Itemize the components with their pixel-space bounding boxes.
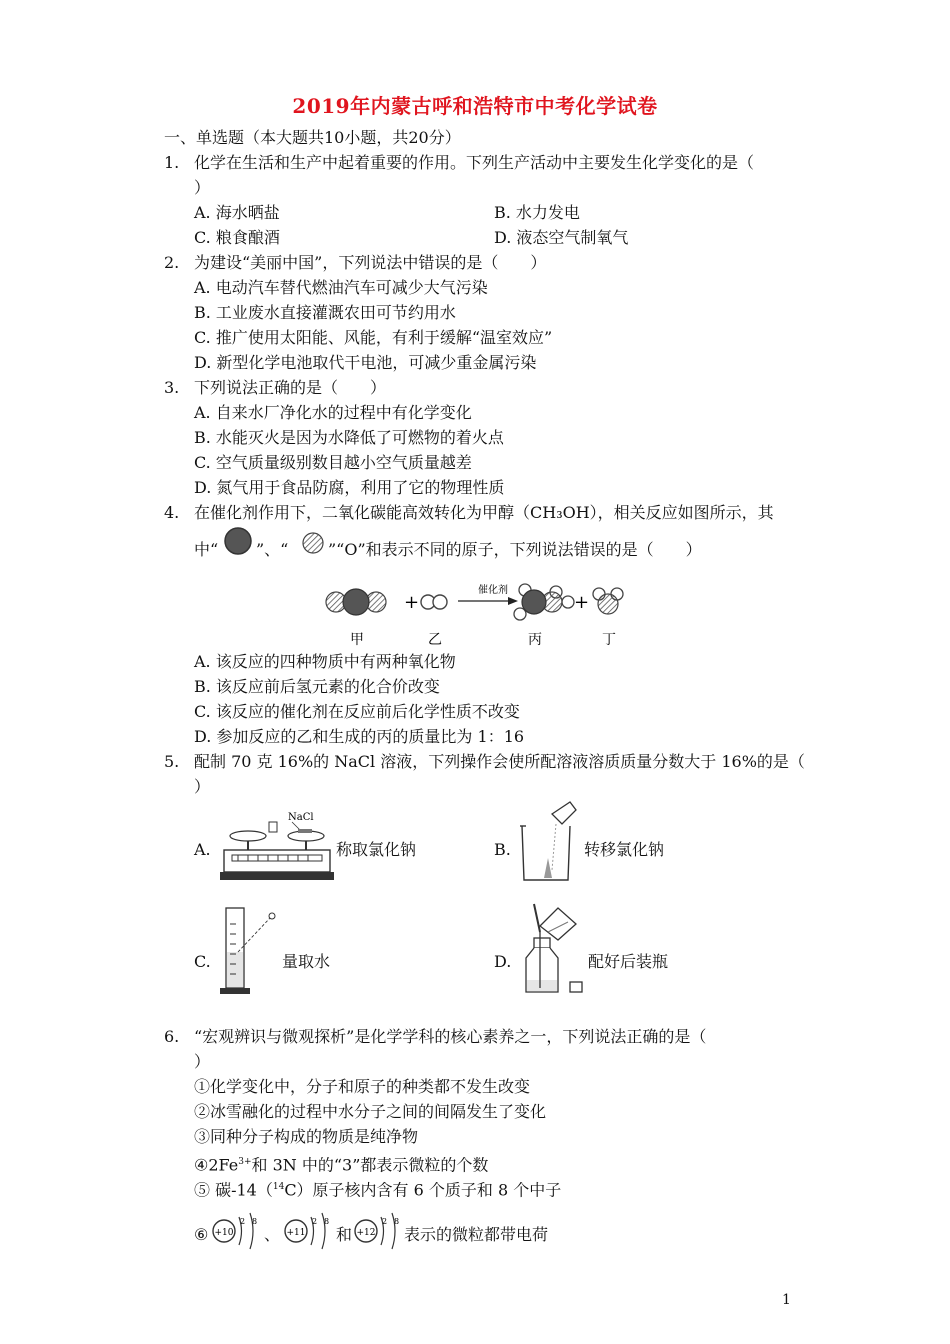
q6-s5-sup: 14 bbox=[272, 1182, 285, 1192]
q4-stem-sep: ”、“ bbox=[256, 540, 289, 559]
q5-stem: 配制 70 克 16%的 NaCl 溶液，下列操作会使所配溶液溶质质量分数大于 16%的是（ bbox=[194, 752, 805, 771]
q4-stem-rest: ”“O”和表示不同的原子，下列说法错误的是（ ） bbox=[328, 540, 702, 559]
reagent-bottle-image bbox=[518, 900, 588, 996]
q1-stem: 化学在生活和生产中起着重要的作用。下列生产活动中主要发生化学变化的是（ bbox=[194, 153, 755, 172]
q6-statement-2: ②冰雪融化的过程中水分子之间的间隔发生了变化 bbox=[194, 1102, 547, 1121]
ion-structure-1 bbox=[210, 1208, 266, 1254]
q3-number: 3. bbox=[164, 378, 180, 397]
molecule-bing bbox=[514, 584, 574, 620]
q6-s4-part2: 和 3N 中的“3”都表示微粒的个数 bbox=[251, 1155, 489, 1175]
label-bing: 丙 bbox=[528, 632, 542, 648]
section-heading: 一、单选题（本大题共10小题，共20分） bbox=[164, 128, 461, 147]
q6-s5-part1: ⑤ 碳-14（ bbox=[194, 1180, 273, 1200]
q4-option-c: C. 该反应的催化剂在反应前后化学性质不改变 bbox=[194, 702, 520, 721]
q4-option-b: B. 该反应前后氢元素的化合价改变 bbox=[194, 677, 440, 696]
ion-structure-2 bbox=[282, 1208, 338, 1254]
catalyst-label: 催化剂 bbox=[478, 585, 508, 596]
ion1-inner: 2 bbox=[240, 1217, 246, 1226]
q3-stem: 下列说法正确的是（ ） bbox=[194, 378, 387, 397]
label-jia: 甲 bbox=[350, 632, 364, 648]
q6-s6-rest: 表示的微粒都带电荷 bbox=[404, 1225, 549, 1244]
page-number: 1 bbox=[782, 1292, 791, 1308]
balance-scale-image bbox=[218, 806, 336, 882]
q4-option-d: D. 参加反应的乙和生成的丙的质量比为 1：16 bbox=[194, 727, 525, 746]
hatched-atom-icon bbox=[300, 530, 326, 556]
q3-option-c: C. 空气质量级别数目越小空气质量越差 bbox=[194, 453, 472, 472]
plus-sign-2: + bbox=[574, 592, 590, 613]
reaction-diagram bbox=[320, 578, 640, 650]
q6-s6-sep2: 和 bbox=[336, 1225, 353, 1244]
q5-number: 5. bbox=[164, 752, 180, 771]
ion1-core: +10 bbox=[214, 1228, 234, 1238]
label-yi: 乙 bbox=[428, 632, 442, 648]
q6-statement-4 bbox=[194, 1152, 488, 1175]
q5-option-b-letter: B. bbox=[494, 840, 511, 859]
dark-atom-icon bbox=[222, 526, 254, 556]
q5-option-d-letter: D. bbox=[494, 952, 512, 971]
q5-option-a-letter: A. bbox=[194, 840, 211, 859]
q6-statement-5 bbox=[194, 1177, 561, 1200]
q1-option-d: D. 液态空气制氧气 bbox=[494, 228, 629, 247]
q2-option-d: D. 新型化学电池取代干电池，可减少重金属污染 bbox=[194, 353, 537, 372]
page-title: 2019年内蒙古呼和浩特市中考化学试卷 bbox=[292, 94, 658, 118]
q6-s6-sep1: 、 bbox=[264, 1225, 281, 1244]
q5-option-c: 量取水 bbox=[282, 952, 331, 971]
ion3-inner: 2 bbox=[382, 1217, 388, 1226]
q6-s4-sup: 3+ bbox=[238, 1157, 252, 1167]
nacl-label: NaCl bbox=[288, 812, 314, 823]
q5-stem-close: ） bbox=[194, 777, 211, 796]
q4-number: 4. bbox=[164, 503, 180, 522]
q2-option-c: C. 推广使用太阳能、风能，有利于缓解“温室效应” bbox=[194, 328, 553, 347]
q1-option-b: B. 水力发电 bbox=[494, 203, 580, 222]
q2-option-a: A. 电动汽车替代燃油汽车可减少大气污染 bbox=[194, 278, 488, 297]
q6-stem-close: ） bbox=[194, 1052, 211, 1071]
molecule-yi bbox=[421, 595, 447, 609]
q2-number: 2. bbox=[164, 253, 180, 272]
ion3-outer: 8 bbox=[394, 1217, 400, 1226]
q5-option-a: 称取氯化钠 bbox=[336, 840, 417, 859]
q2-option-b: B. 工业废水直接灌溉农田可节约用水 bbox=[194, 303, 456, 322]
q6-s5-part2: C）原子核内含有 6 个质子和 8 个中子 bbox=[284, 1180, 562, 1200]
ion2-inner: 2 bbox=[312, 1217, 318, 1226]
q5-option-d: 配好后装瓶 bbox=[588, 952, 669, 971]
ion-structure-3 bbox=[352, 1208, 408, 1254]
q4-option-a: A. 该反应的四种物质中有两种氧化物 bbox=[194, 652, 456, 671]
q6-number: 6. bbox=[164, 1027, 180, 1046]
q2-stem: 为建设“美丽中国”，下列说法中错误的是（ ） bbox=[194, 253, 547, 272]
q6-statement-3: ③同种分子构成的物质是纯净物 bbox=[194, 1127, 419, 1146]
q1-option-c: C. 粮食酿酒 bbox=[194, 228, 280, 247]
molecule-jia bbox=[326, 589, 386, 615]
ion2-core: +11 bbox=[286, 1228, 306, 1238]
q4-stem: 在催化剂作用下，二氧化碳能高效转化为甲醇（CH₃OH），相关反应如图所示，其 bbox=[194, 503, 774, 522]
q4-stem-open: 中“ bbox=[194, 540, 219, 559]
measuring-cylinder-image bbox=[218, 904, 280, 996]
beaker-transfer-image bbox=[518, 800, 580, 882]
q5-option-b: 转移氯化钠 bbox=[584, 840, 665, 859]
arrow-head-icon bbox=[508, 597, 518, 605]
q1-number: 1. bbox=[164, 153, 180, 172]
q3-option-d: D. 氮气用于食品防腐，利用了它的物理性质 bbox=[194, 478, 505, 497]
ion3-core: +12 bbox=[356, 1228, 376, 1238]
ion2-outer: 8 bbox=[324, 1217, 330, 1226]
q3-option-a: A. 自来水厂净化水的过程中有化学变化 bbox=[194, 403, 472, 422]
q6-statement-1: ①化学变化中，分子和原子的种类都不发生改变 bbox=[194, 1077, 531, 1096]
q1-stem-close: ） bbox=[194, 178, 211, 197]
q3-option-b: B. 水能灭火是因为水降低了可燃物的着火点 bbox=[194, 428, 504, 447]
ion1-outer: 8 bbox=[252, 1217, 258, 1226]
molecule-ding bbox=[593, 588, 623, 614]
q6-s6-mark: ⑥ bbox=[194, 1225, 209, 1244]
label-ding: 丁 bbox=[602, 632, 616, 648]
q5-option-c-letter: C. bbox=[194, 952, 211, 971]
q1-option-a: A. 海水晒盐 bbox=[194, 203, 280, 222]
plus-sign-1: + bbox=[404, 592, 420, 613]
q6-s4-part1: ④2Fe bbox=[194, 1155, 239, 1175]
q6-stem: “宏观辨识与微观探析”是化学学科的核心素养之一，下列说法正确的是（ bbox=[194, 1027, 707, 1046]
